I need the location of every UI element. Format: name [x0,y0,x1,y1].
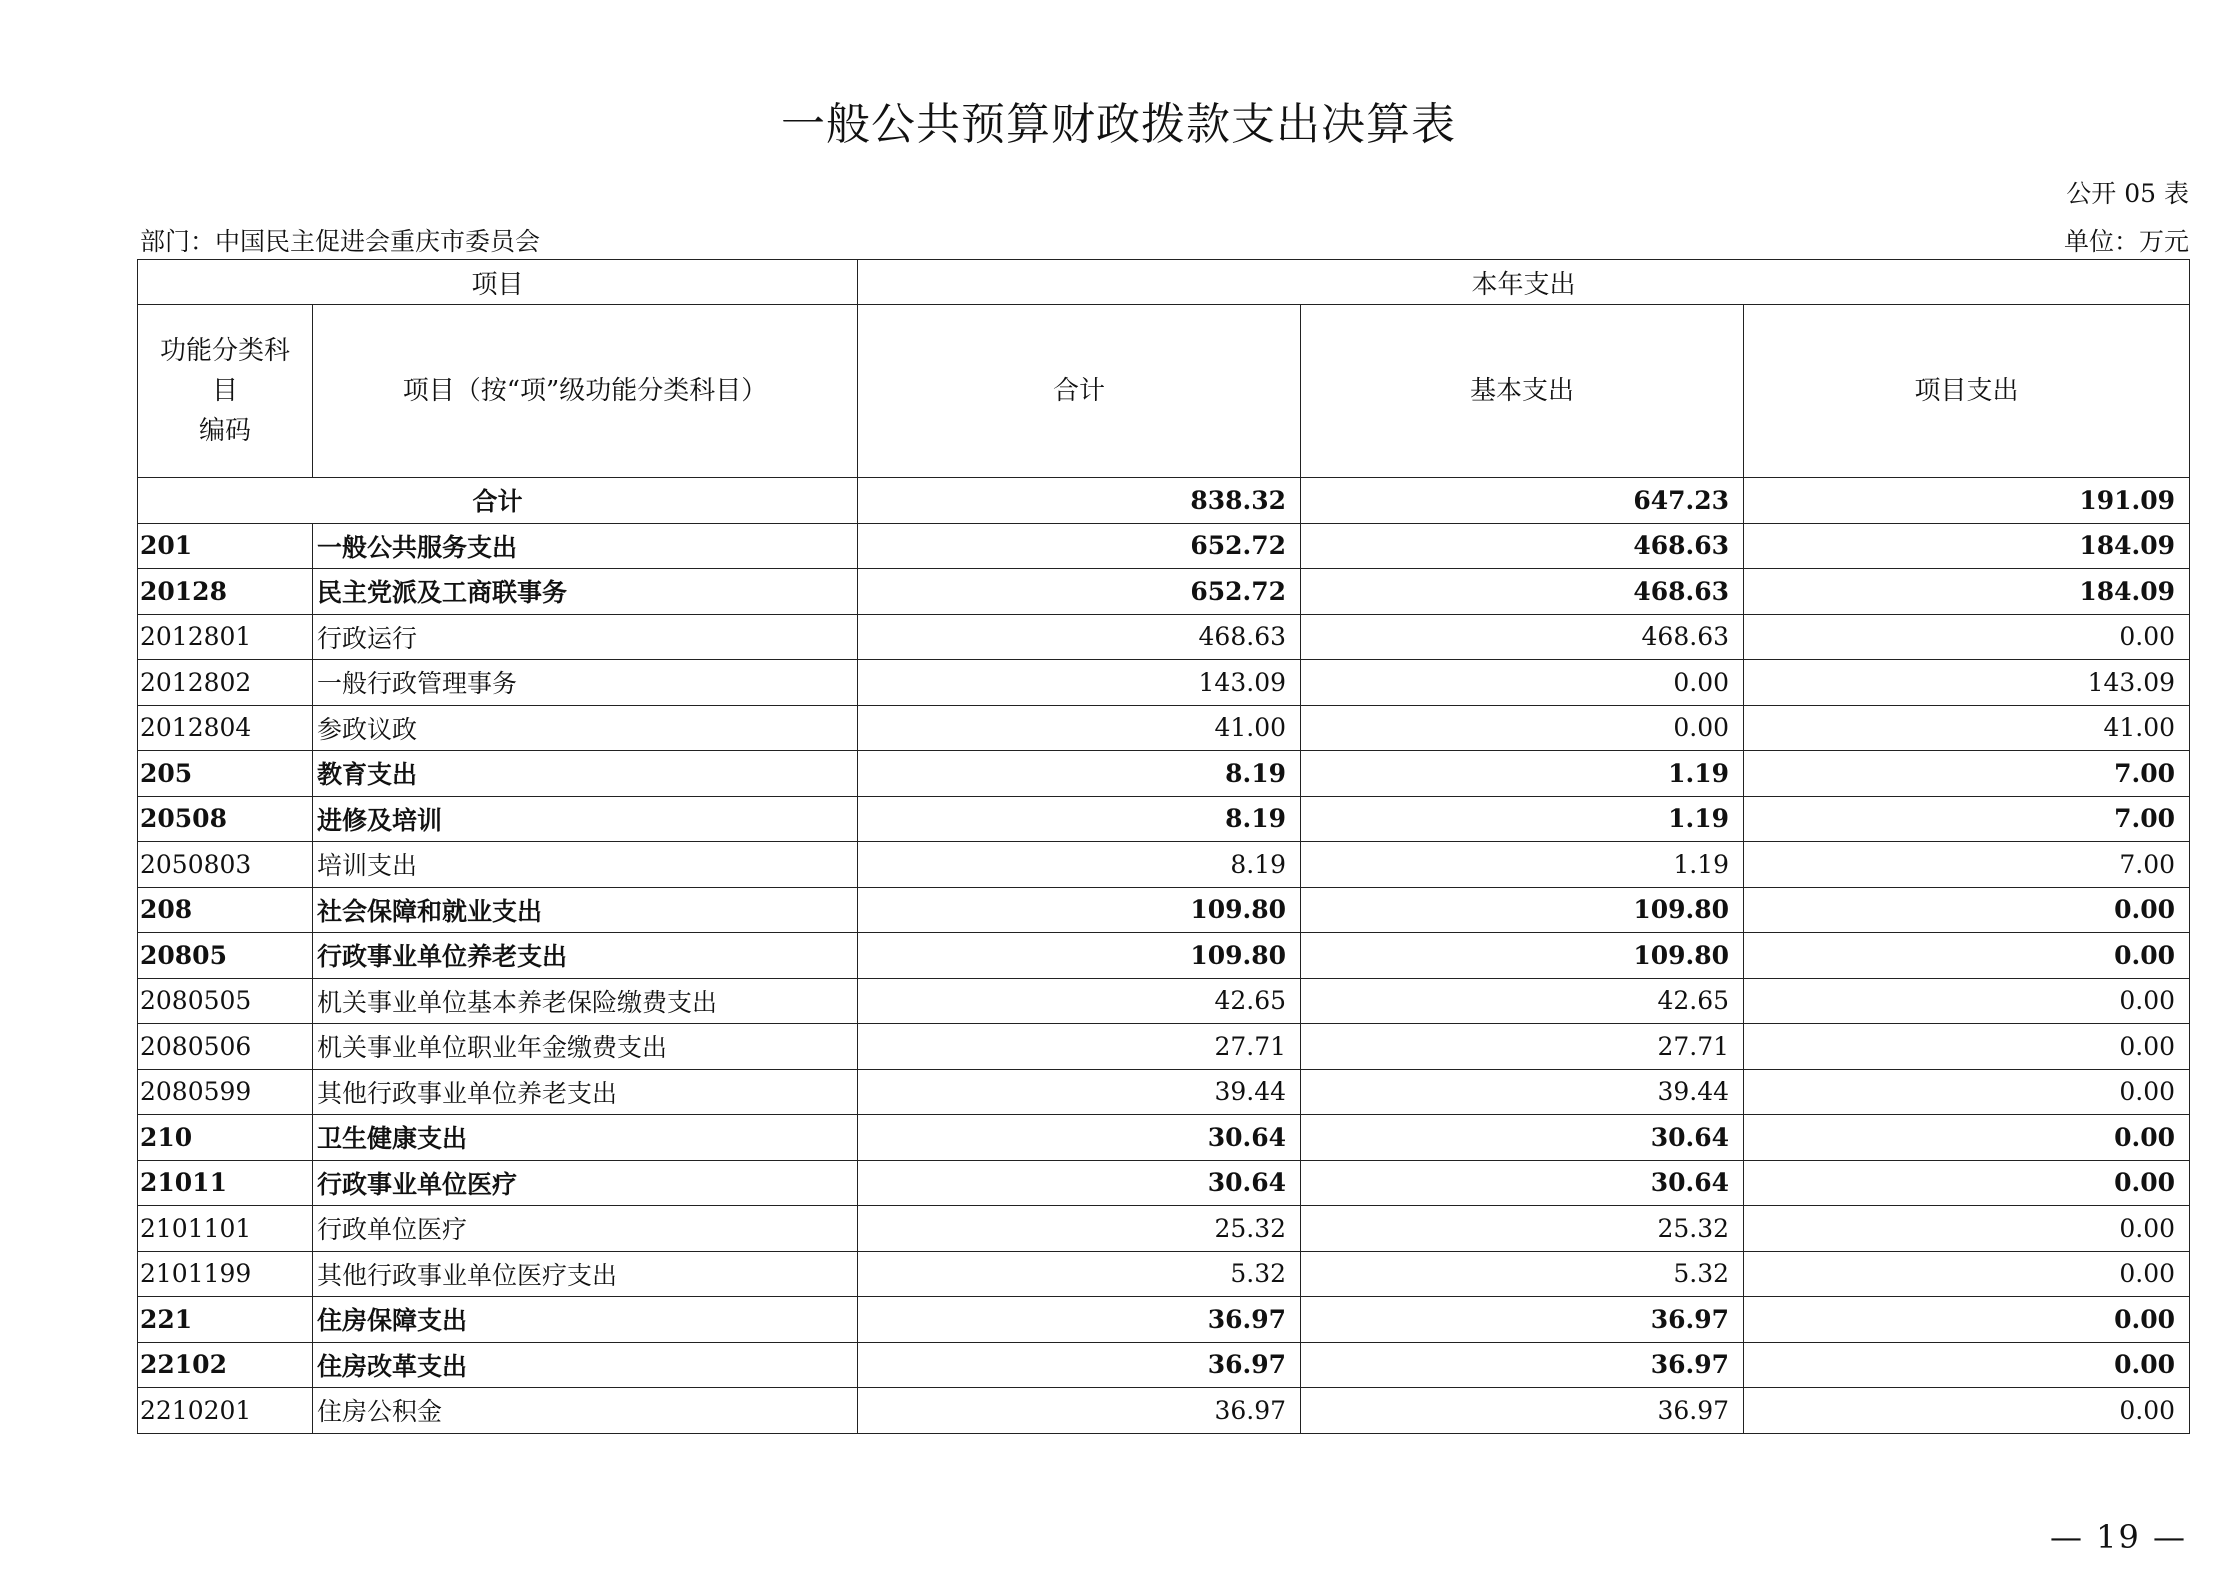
table-row [138,1160,2190,1206]
row-basic: 468.63 [1301,523,1744,569]
row-project: 0.00 [1744,887,2190,933]
row-code: 2101199 [138,1251,313,1297]
unit-label: 单位：万元 [2063,227,2189,256]
row-total: 39.44 [858,1069,1301,1115]
row-code: 208 [138,887,313,933]
row-basic: 36.97 [1301,1388,1744,1434]
row-total: 36.97 [858,1388,1301,1434]
row-name: 一般行政管理事务 [313,660,858,706]
row-name: 其他行政事业单位医疗支出 [313,1251,858,1297]
row-code: 21011 [138,1160,313,1206]
row-total: 468.63 [858,614,1301,660]
row-code: 2012801 [138,614,313,660]
row-project: 0.00 [1744,1297,2190,1343]
row-name: 住房保障支出 [313,1297,858,1343]
row-basic: 109.80 [1301,933,1744,979]
row-name: 机关事业单位职业年金缴费支出 [313,1024,858,1070]
table-row [138,1069,2190,1115]
row-total: 27.71 [858,1024,1301,1070]
row-name: 参政议政 [313,705,858,751]
row-basic: 109.80 [1301,887,1744,933]
header-code-line1: 功能分类科目 [159,336,290,406]
row-basic: 36.97 [1301,1297,1744,1343]
table-row [138,751,2190,797]
row-code: 2210201 [138,1388,313,1434]
row-total: 8.19 [858,796,1301,842]
total-project: 191.09 [1744,478,2190,524]
row-name: 一般公共服务支出 [313,523,858,569]
table-row [138,1206,2190,1252]
row-code: 22102 [138,1342,313,1388]
row-total: 109.80 [858,933,1301,979]
row-total: 652.72 [858,523,1301,569]
row-project: 0.00 [1744,614,2190,660]
row-code: 20128 [138,569,313,615]
row-project: 0.00 [1744,1115,2190,1161]
row-total: 8.19 [858,842,1301,888]
row-code: 20508 [138,796,313,842]
row-project: 41.00 [1744,705,2190,751]
table-row [138,1115,2190,1161]
row-name: 住房改革支出 [313,1342,858,1388]
row-code: 2012802 [138,660,313,706]
row-code: 2080599 [138,1069,313,1115]
row-code: 2080506 [138,1024,313,1070]
header-total: 合计 [858,305,1301,478]
row-basic: 1.19 [1301,842,1744,888]
row-project: 0.00 [1744,1206,2190,1252]
row-total: 41.00 [858,705,1301,751]
table-row [138,523,2190,569]
table-row [138,1297,2190,1343]
row-project: 184.09 [1744,569,2190,615]
table-row [138,660,2190,706]
row-total: 36.97 [858,1342,1301,1388]
row-code: 221 [138,1297,313,1343]
table-row [138,1024,2190,1070]
row-total: 30.64 [858,1115,1301,1161]
table-row [138,1342,2190,1388]
row-project: 7.00 [1744,842,2190,888]
row-total: 25.32 [858,1206,1301,1252]
table-row [138,842,2190,888]
row-total: 652.72 [858,569,1301,615]
row-name: 行政事业单位医疗 [313,1160,858,1206]
row-project: 0.00 [1744,1251,2190,1297]
row-project: 0.00 [1744,1388,2190,1434]
row-code: 205 [138,751,313,797]
expenditure-table [137,259,2190,1434]
row-project: 184.09 [1744,523,2190,569]
row-name: 机关事业单位基本养老保险缴费支出 [313,978,858,1024]
table-row [138,1251,2190,1297]
row-project: 0.00 [1744,933,2190,979]
row-basic: 36.97 [1301,1342,1744,1388]
header-item-name: 项目（按“项”级功能分类科目） [313,305,858,478]
table-row [138,1388,2190,1434]
header-project-expense: 项目支出 [1744,305,2190,478]
row-basic: 42.65 [1301,978,1744,1024]
row-total: 109.80 [858,887,1301,933]
row-project: 0.00 [1744,978,2190,1024]
row-project: 7.00 [1744,796,2190,842]
row-code: 2101101 [138,1206,313,1252]
row-basic: 30.64 [1301,1160,1744,1206]
row-total: 42.65 [858,978,1301,1024]
row-basic: 25.32 [1301,1206,1744,1252]
header-code-line2: 编码 [198,416,251,446]
row-basic: 1.19 [1301,796,1744,842]
row-basic: 0.00 [1301,660,1744,706]
row-project: 0.00 [1744,1342,2190,1388]
row-name: 住房公积金 [313,1388,858,1434]
row-code: 2080505 [138,978,313,1024]
row-project: 7.00 [1744,751,2190,797]
table-row [138,569,2190,615]
row-basic: 30.64 [1301,1115,1744,1161]
total-label: 合计 [138,478,858,524]
row-project: 0.00 [1744,1024,2190,1070]
page-title: 一般公共预算财政拨款支出决算表 [781,99,1456,150]
row-basic: 468.63 [1301,614,1744,660]
row-basic: 468.63 [1301,569,1744,615]
row-basic: 39.44 [1301,1069,1744,1115]
row-project: 0.00 [1744,1069,2190,1115]
row-project: 143.09 [1744,660,2190,706]
row-basic: 1.19 [1301,751,1744,797]
row-basic: 5.32 [1301,1251,1744,1297]
row-name: 教育支出 [313,751,858,797]
department-label: 部门：中国民主促进会重庆市委员会 [140,227,541,256]
total-row [138,478,2190,524]
total-sum: 838.32 [858,478,1301,524]
row-name: 行政单位医疗 [313,1206,858,1252]
table-row [138,933,2190,979]
table-row [138,887,2190,933]
row-basic: 27.71 [1301,1024,1744,1070]
total-basic: 647.23 [1301,478,1744,524]
row-total: 36.97 [858,1297,1301,1343]
form-number: 公开 05 表 [2066,179,2189,208]
row-name: 进修及培训 [313,796,858,842]
header-code [138,305,313,478]
page-number: — 19 — [2049,1518,2187,1556]
row-code: 210 [138,1115,313,1161]
row-code: 2012804 [138,705,313,751]
row-total: 30.64 [858,1160,1301,1206]
table-row [138,978,2190,1024]
row-name: 社会保障和就业支出 [313,887,858,933]
row-name: 行政事业单位养老支出 [313,933,858,979]
row-basic: 0.00 [1301,705,1744,751]
header-current-year: 本年支出 [858,260,2190,305]
row-project: 0.00 [1744,1160,2190,1206]
row-code: 20805 [138,933,313,979]
table-row [138,705,2190,751]
header-basic: 基本支出 [1301,305,1744,478]
table-row [138,614,2190,660]
table-row [138,796,2190,842]
row-total: 5.32 [858,1251,1301,1297]
header-project: 项目 [138,260,858,305]
row-code: 2050803 [138,842,313,888]
row-name: 卫生健康支出 [313,1115,858,1161]
row-total: 143.09 [858,660,1301,706]
row-code: 201 [138,523,313,569]
row-name: 其他行政事业单位养老支出 [313,1069,858,1115]
row-name: 培训支出 [313,842,858,888]
row-name: 民主党派及工商联事务 [313,569,858,615]
row-name: 行政运行 [313,614,858,660]
row-total: 8.19 [858,751,1301,797]
